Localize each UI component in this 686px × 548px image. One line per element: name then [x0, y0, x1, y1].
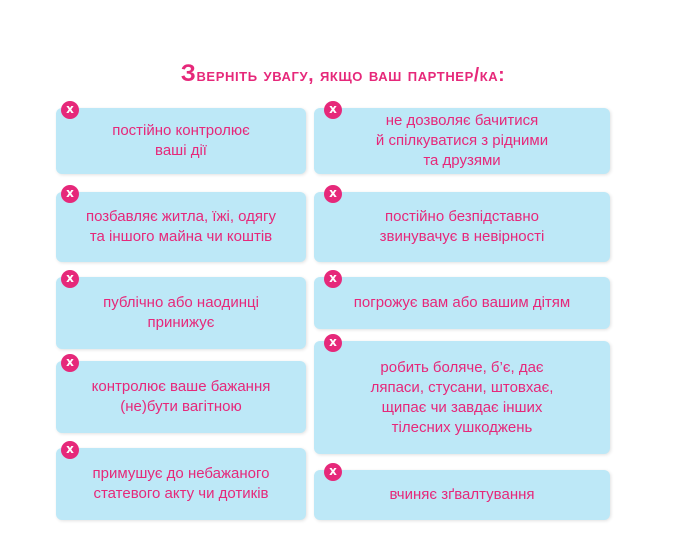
warning-text: постійно безпідставно звинувачує в невірності [379, 208, 545, 245]
warning-text: контролює ваше бажання (не)бути вагітною [91, 378, 271, 415]
close-x-icon: x [324, 185, 342, 203]
warning-card [56, 448, 306, 520]
warning-text: позбавляє житла, їжі, одягу та іншого майна чи коштів [85, 208, 277, 245]
warning-card [56, 192, 306, 262]
warning-card [314, 341, 610, 454]
warning-card [314, 108, 610, 174]
warning-text: примушує до небажаного статевого акту чи дотиків [92, 465, 270, 502]
close-x-icon: x [324, 463, 342, 481]
page-title: Зверніть увагу, якщо ваш партнер/ка: [180, 60, 506, 87]
close-x-icon: x [61, 185, 79, 203]
warning-card [56, 108, 306, 174]
close-x-icon: x [324, 101, 342, 119]
warning-card [56, 361, 306, 433]
close-x-icon: x [61, 354, 79, 372]
close-x-icon: x [324, 334, 342, 352]
warning-card [56, 277, 306, 349]
warning-text: постійно контролює ваші дії [112, 122, 250, 159]
close-x-icon: x [61, 101, 79, 119]
warning-card [314, 470, 610, 520]
warning-text: публічно або наодинці принижує [103, 294, 259, 331]
warning-text: вчиняє зґвалтування [389, 486, 535, 503]
warning-card [314, 277, 610, 329]
warning-text: не дозволяє бачитися й спілкуватися з рідними та друзями [375, 112, 549, 169]
warning-text: погрожує вам або вашим дітям [353, 294, 571, 311]
warning-card [314, 192, 610, 262]
warning-text: робить боляче, б’є, дає ляпаси, стусани, штовхає, щипає чи завдає інших тілесних ушкоджень [370, 358, 554, 436]
close-x-icon: x [61, 270, 79, 288]
close-x-icon: x [61, 441, 79, 459]
close-x-icon: x [324, 270, 342, 288]
